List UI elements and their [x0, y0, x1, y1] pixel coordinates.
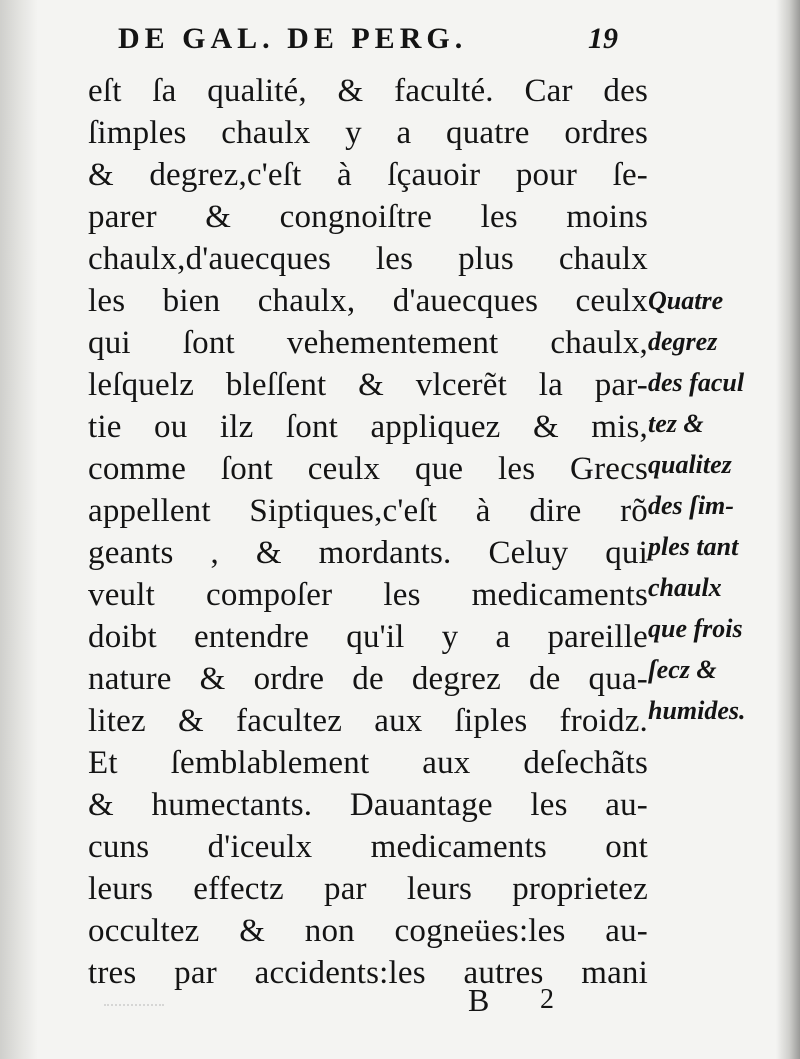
- text-line: geants , & mordants. Celuy qui: [88, 535, 648, 571]
- page-number: 19: [588, 22, 618, 55]
- margin-note: [648, 280, 788, 731]
- text-line: litez & facultez aux ſiples froidz.: [88, 703, 648, 739]
- text-line: ſimples chaulx y a quatre ordres: [88, 115, 648, 151]
- margin-note-line: Quatre: [648, 286, 724, 315]
- signature-letter: B: [468, 982, 490, 1018]
- running-head: [118, 22, 618, 62]
- text-line: les bien chaulx, d'auecques ceulx: [88, 283, 648, 319]
- margin-note-line: chaulx: [648, 573, 722, 602]
- text-line: tres par accidents:les autres mani: [88, 955, 648, 991]
- margin-note-line: que frois: [648, 614, 743, 643]
- margin-note-line: des ſim-: [648, 491, 734, 520]
- signature-mark: [468, 982, 588, 1022]
- body-text: [88, 70, 648, 994]
- text-line: eſt ſa qualité, & faculté. Car des: [88, 73, 648, 109]
- text-line: chaulx,d'auecques les plus chaulx: [88, 241, 648, 277]
- text-line: cuns d'iceulx medicaments ont: [88, 829, 648, 865]
- text-line: leſquelz bleſſent & vlcerẽt la par-: [88, 367, 648, 403]
- signature-number: 2: [540, 984, 554, 1015]
- text-line: & degrez,c'eſt à ſçauoir pour ſe-: [88, 157, 648, 193]
- text-line: Et ſemblablement aux deſechãts: [88, 745, 648, 781]
- text-line: parer & congnoiſtre les moins: [88, 199, 648, 235]
- text-line: doibt entendre qu'il y a pareille: [88, 619, 648, 655]
- text-line: nature & ordre de degrez de qua-: [88, 661, 648, 697]
- text-line: appellent Siptiques,c'eſt à dire rõ: [88, 493, 648, 529]
- text-line: & humectants. Dauantage les au-: [88, 787, 648, 823]
- text-line: leurs effectz par leurs proprietez: [88, 871, 648, 907]
- text-line: occultez & non cogneües:les au-: [88, 913, 648, 949]
- text-line: comme ſont ceulx que les Grecs: [88, 451, 648, 487]
- text-line: veult compoſer les medicaments: [88, 577, 648, 613]
- margin-note-line: ſecz &: [648, 655, 717, 684]
- margin-note-line: humides.: [648, 696, 746, 725]
- margin-note-line: tez &: [648, 409, 704, 438]
- show-through-mark: [104, 988, 164, 1006]
- text-line: tie ou ilz ſont appliquez & mis,: [88, 409, 648, 445]
- margin-note-line: des facul: [648, 368, 745, 397]
- margin-note-line: degrez: [648, 327, 718, 356]
- page-gutter-left: [0, 0, 38, 1059]
- margin-note-line: qualitez: [648, 450, 732, 479]
- margin-note-line: ples tant: [648, 532, 739, 561]
- text-line: qui ſont vehementement chaulx,: [88, 325, 648, 361]
- running-head-title: DE GAL. DE PERG.: [118, 22, 468, 55]
